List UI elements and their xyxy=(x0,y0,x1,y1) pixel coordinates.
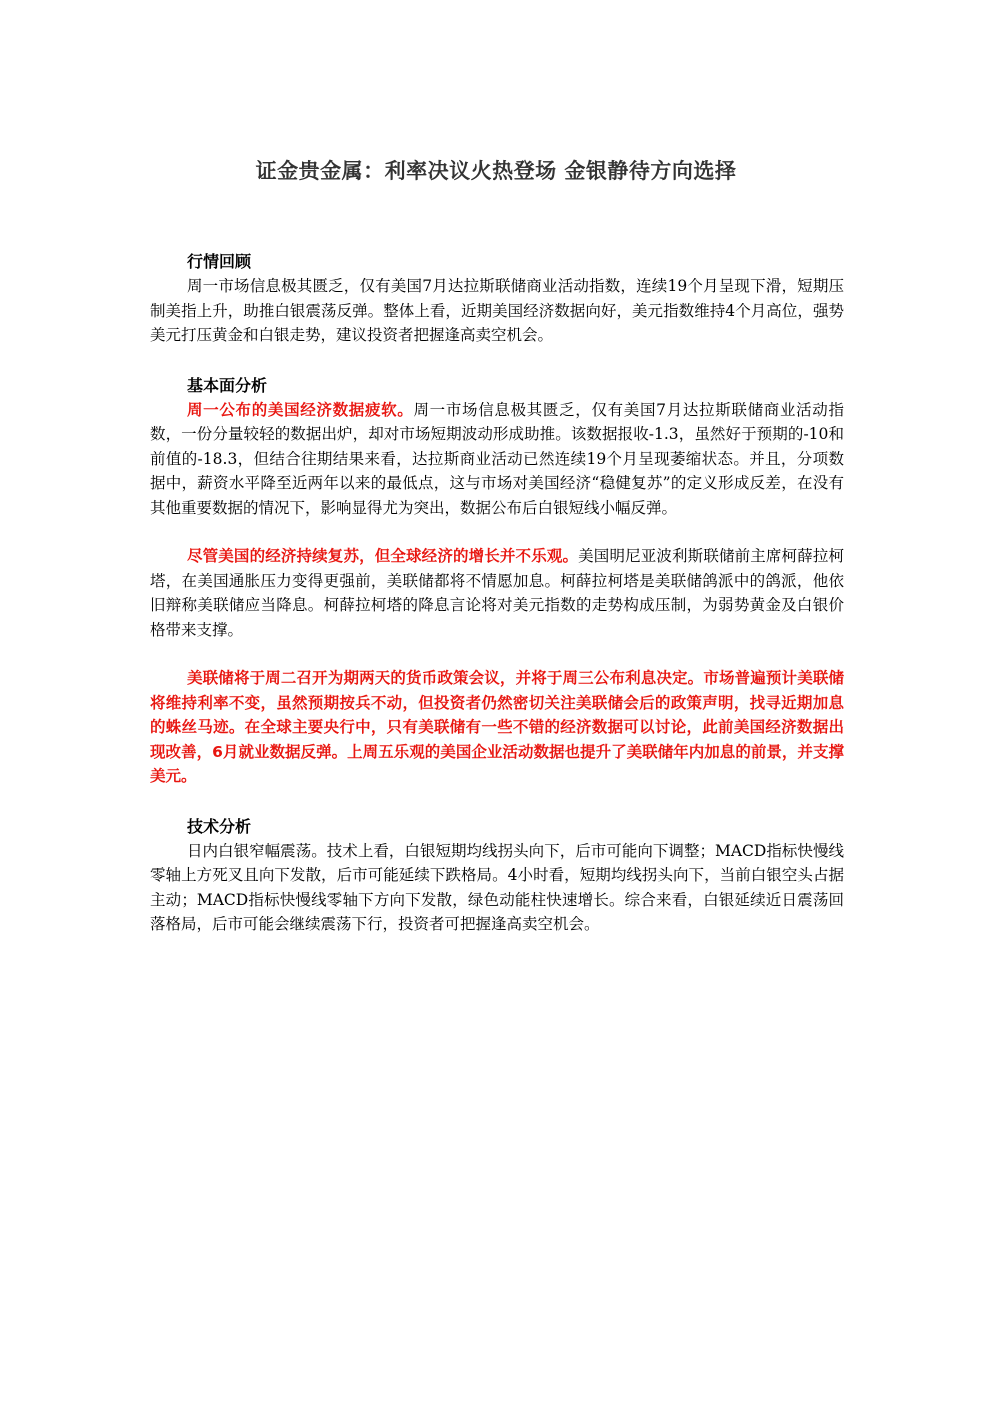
document-title: 证金贵金属：利率决议火热登场 金银静待方向选择 xyxy=(255,159,737,183)
spacer xyxy=(150,520,844,544)
spacer xyxy=(150,348,844,374)
section-technical-analysis xyxy=(150,815,844,937)
section-heading-technical: 技术分析 xyxy=(187,816,252,836)
fundamental-paragraph-2 xyxy=(150,544,844,642)
section-heading-fundamental: 基本面分析 xyxy=(187,375,268,395)
section-heading-review: 行情回顾 xyxy=(187,252,252,271)
paragraph-body-2: 美国明尼亚波利斯联储前主席柯薛拉柯塔，在美国通胀压力变得更强前，美联储都将不情愿加息。柯薛拉柯塔是美联储鸽派中的鸽派，他依旧辩称美联储应当降息。柯薛拉柯塔的降息言论将对美元指数的走势构成压制，为弱势黄金及白银价格带来支撑。 xyxy=(150,547,844,639)
section-market-review xyxy=(150,250,844,348)
fundamental-paragraph-1 xyxy=(150,398,844,521)
technical-paragraph: 日内白银窄幅震荡。技术上看，白银短期均线拐头向下，后市可能向下调整；MACD指标快慢线零轴上方死叉且向下发散，后市可能延续下跌格局。4小时看，短期均线拐头向下，当前白银空头占据主动；MACD指标快慢线零轴下方向下发散，绿色动能柱快速增长。综合来看，白银延续近日震荡回落格局，后市可能会继续震荡下行，投资者可把握逢高卖空机会。 xyxy=(150,841,844,933)
section-fundamental-analysis xyxy=(150,374,844,789)
spacer xyxy=(150,642,844,666)
fundamental-paragraph-3-emphasis: 美联储将于周二召开为期两天的货币政策会议，并将于周三公布利息决定。市场普遍预计美联储将维持利率不变，虽然预期按兵不动，但投资者仍然密切关注美联储会后的政策声明，找寻近期加息的蛛丝马迹。在全球主要央行中，只有美联储有一些不错的经济数据可以讨论，此前美国经济数据出现改善，6月就业数据反弹。上周五乐观的美国企业活动数据也提升了美联储年内加息的前景，并支撑美元。 xyxy=(150,669,844,785)
emphasis-lead-2: 尽管美国的经济持续复苏，但全球经济的增长并不乐观。 xyxy=(187,547,579,565)
review-paragraph: 周一市场信息极其匮乏，仅有美国7月达拉斯联储商业活动指数，连续19个月呈现下滑，短期压制美指上升，助推白银震荡反弹。整体上看，近期美国经济数据向好，美元指数维持4个月高位，强势美元打压黄金和白银走势，建议投资者把握逢高卖空机会。 xyxy=(150,277,844,344)
paragraph-body-1: 周一市场信息极其匮乏，仅有美国7月达拉斯联储商业活动指数，一份分量较轻的数据出炉，却对市场短期波动形成助推。该数据报收-1.3，虽然好于预期的-10和前值的-18.3，但结合往期结果来看，达拉斯商业活动已然连续19个月呈现萎缩状态。并且，分项数据中，薪资水平降至近两年以来的最低点，这与市场对美国经济“稳健复苏”的定义形成反差，在没有其他重要数据的情况下，影响显得尤为突出，数据公布后白银短线小幅反弹。 xyxy=(150,400,844,517)
spacer xyxy=(150,789,844,815)
emphasis-lead-1: 周一公布的美国经济数据疲软。 xyxy=(187,400,414,419)
document-body xyxy=(150,250,844,937)
